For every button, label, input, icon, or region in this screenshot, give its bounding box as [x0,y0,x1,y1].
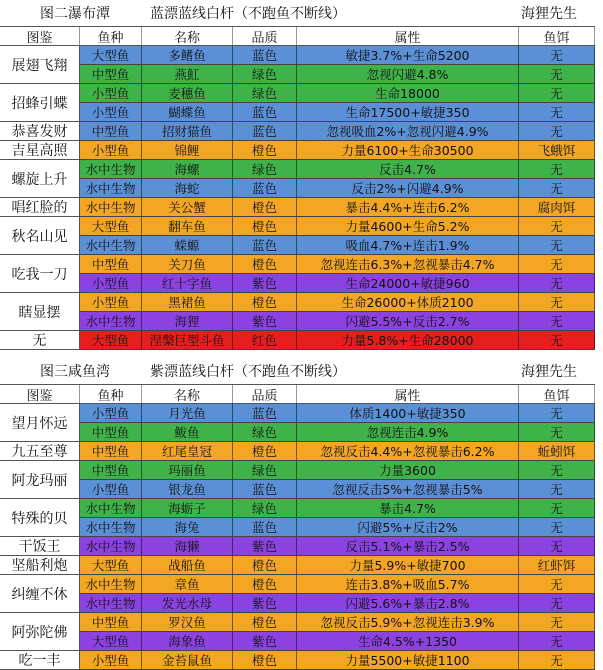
fish-name-cell: 多鳍鱼 [142,46,233,64]
fish-name-cell: 鲅鱼 [142,423,233,441]
attribute-cell: 敏捷3.7%+生命5200 [297,46,519,64]
fish-type-cell: 大型鱼 [80,556,142,574]
attribute-cell: 忽视闪避4.8% [297,65,519,83]
set-name-cell: 坚船利炮 [0,556,80,575]
bait-cell: 无 [519,179,595,197]
attribute-cell: 忽视吸血2%+忽视闪避4.9% [297,122,519,140]
bait-cell: 无 [519,331,595,349]
bait-cell: 无 [519,613,595,631]
fish-type-cell: 水中生物 [80,499,142,517]
table-row [80,65,595,84]
fish-name-cell: 涅槃巨型斗鱼 [142,331,233,349]
attribute-cell: 闪避5%+反击2% [297,518,519,536]
quality-cell: 橙色 [233,575,297,593]
table-row [80,594,595,613]
quality-cell: 紫色 [233,274,297,292]
table-row [80,556,595,575]
attribute-cell: 忽视连击4.9% [297,423,519,441]
bait-cell: 腐肉饵 [519,198,595,216]
table-row [80,312,595,331]
table-gap [0,350,595,358]
fish-type-cell: 水中生物 [80,198,142,216]
attribute-cell: 忽视反击5.9%+忽视连击3.9% [297,613,519,631]
set-name-cell: 阿龙玛丽 [0,461,80,499]
column-header-bait: 鱼饵 [519,27,595,45]
bait-cell: 无 [519,160,595,178]
bait-cell: 无 [519,404,595,422]
attribute-cell: 力量5.9%+敏捷700 [297,556,519,574]
quality-cell: 蓝色 [233,404,297,422]
fish-name-cell: 银龙鱼 [142,480,233,498]
attribute-cell: 反击4.7% [297,160,519,178]
attribute-cell: 忽视反击4.4%+忽视暴击6.2% [297,442,519,460]
attribute-cell: 暴击4.7% [297,499,519,517]
table1-grid [0,46,595,350]
table-row [80,236,595,255]
fish-name-cell: 发光水母 [142,594,233,612]
attribute-cell: 吸血4.7%+连击1.9% [297,236,519,254]
fish-type-cell: 大型鱼 [80,217,142,235]
set-name-cell: 恭喜发财 [0,122,80,141]
attribute-cell: 力量3600 [297,461,519,479]
fish-type-cell: 小型鱼 [80,293,142,311]
attribute-cell: 力量5500+敏捷1100 [297,651,519,669]
attribute-cell: 生命17500+敏捷350 [297,103,519,121]
column-header-type: 鱼种 [80,385,142,403]
fish-name-cell: 黑裙鱼 [142,293,233,311]
set-name-cell: 吃一丰 [0,651,80,670]
table-spec: 蓝漂蓝线白杆（不跑鱼不断线） [150,6,346,22]
bait-cell: 无 [519,632,595,650]
attribute-cell: 反击2%+闪避4.9% [297,179,519,197]
fish-name-cell: 海狸 [142,312,233,330]
quality-cell: 蓝色 [233,46,297,64]
column-header-name: 名称 [142,27,233,45]
bait-cell: 无 [519,461,595,479]
column-header-attr: 属性 [297,27,519,45]
set-name-cell: 吉星高照 [0,141,80,160]
fish-type-cell: 水中生物 [80,518,142,536]
table1-rows [80,46,595,350]
fish-name-cell: 关刀鱼 [142,255,233,273]
table1-header-row [0,27,595,46]
fish-name-cell: 海象鱼 [142,632,233,650]
table-row [80,632,595,651]
table-row [80,575,595,594]
fish-type-cell: 大型鱼 [80,46,142,64]
table2-rows [80,404,595,670]
table2-title-bar [0,358,595,385]
quality-cell: 蓝色 [233,236,297,254]
fish-name-cell: 金苔鼠鱼 [142,651,233,669]
fish-type-cell: 中型鱼 [80,122,142,140]
quality-cell: 橙色 [233,141,297,159]
table-row [80,518,595,537]
attribute-cell: 力量4600+生命5.2% [297,217,519,235]
quality-cell: 蓝色 [233,122,297,140]
table2-header-row [0,385,595,404]
table-author: 海狸先生 [521,364,577,380]
fish-type-cell: 小型鱼 [80,141,142,159]
fish-name-cell: 海兔 [142,518,233,536]
column-header-set: 图鉴 [0,385,80,403]
set-name-cell: 瞎显摆 [0,293,80,331]
bait-cell: 无 [519,84,595,102]
table-author: 海狸先生 [521,6,577,22]
fish-type-cell: 小型鱼 [80,84,142,102]
fish-name-cell: 燕魟 [142,65,233,83]
bait-cell: 无 [519,651,595,669]
table-row [80,255,595,274]
quality-cell: 绿色 [233,160,297,178]
set-name-cell: 干饭王 [0,537,80,556]
bait-cell: 无 [519,423,595,441]
table1-set-column [0,46,80,350]
column-header-attr: 属性 [297,385,519,403]
bait-cell: 无 [519,312,595,330]
attribute-cell: 生命26000+体质2100 [297,293,519,311]
fish-name-cell: 锦鲤 [142,141,233,159]
fish-type-cell: 小型鱼 [80,651,142,669]
bait-cell: 无 [519,293,595,311]
fish-name-cell: 海蛎子 [142,499,233,517]
set-name-cell: 九五至尊 [0,442,80,461]
fish-type-cell: 小型鱼 [80,404,142,422]
bait-cell: 无 [519,255,595,273]
quality-cell: 橙色 [233,442,297,460]
fish-name-cell: 罗汉鱼 [142,613,233,631]
set-name-cell: 秋名山见 [0,217,80,255]
fish-name-cell: 关公蟹 [142,198,233,216]
column-header-quality: 品质 [233,27,297,45]
quality-cell: 橙色 [233,255,297,273]
fish-name-cell: 海獭 [142,537,233,555]
attribute-cell: 力量5.8%+生命28000 [297,331,519,349]
table-row [80,461,595,480]
fish-type-cell: 中型鱼 [80,65,142,83]
fish-name-cell: 麦穗鱼 [142,84,233,102]
table-row [80,331,595,350]
set-name-cell: 无 [0,331,80,350]
quality-cell: 绿色 [233,423,297,441]
fish-type-cell: 水中生物 [80,575,142,593]
table-name: 图二瀑布潭 [40,6,110,22]
quality-cell: 紫色 [233,312,297,330]
quality-cell: 绿色 [233,499,297,517]
bait-cell: 无 [519,103,595,121]
fish-name-cell: 章鱼 [142,575,233,593]
column-header-type: 鱼种 [80,27,142,45]
table-row [80,141,595,160]
attribute-cell: 忽视反击5%+忽视暴击5% [297,480,519,498]
table-row [80,179,595,198]
set-name-cell: 吃我一刀 [0,255,80,293]
quality-cell: 橙色 [233,217,297,235]
bait-cell: 飞蛾饵 [519,141,595,159]
set-name-cell: 招蜂引蝶 [0,84,80,122]
quality-cell: 橙色 [233,293,297,311]
table-row [80,293,595,312]
table-row [80,103,595,122]
quality-cell: 蓝色 [233,103,297,121]
quality-cell: 橙色 [233,198,297,216]
set-name-cell: 阿弥陀佛 [0,613,80,651]
table-row [80,651,595,670]
fish-name-cell: 招财猫鱼 [142,122,233,140]
quality-cell: 红色 [233,331,297,349]
column-header-bait: 鱼饵 [519,385,595,403]
fish-name-cell: 蝾螈 [142,236,233,254]
attribute-cell: 生命24000+敏捷960 [297,274,519,292]
table2-grid [0,404,595,670]
table-row [80,613,595,632]
fish-name-cell: 玛丽鱼 [142,461,233,479]
quality-cell: 绿色 [233,461,297,479]
fish-type-cell: 水中生物 [80,594,142,612]
table2-set-column [0,404,80,670]
quality-cell: 紫色 [233,594,297,612]
fish-type-cell: 中型鱼 [80,423,142,441]
fish-type-cell: 中型鱼 [80,613,142,631]
fish-name-cell: 红尾皇冠 [142,442,233,460]
fish-name-cell: 红十字鱼 [142,274,233,292]
attribute-cell: 闪避5.5%+反击2.7% [297,312,519,330]
fish-name-cell: 蝴蝶鱼 [142,103,233,121]
bait-cell: 无 [519,217,595,235]
fish-type-cell: 小型鱼 [80,274,142,292]
attribute-cell: 连击3.8%+吸血5.7% [297,575,519,593]
quality-cell: 橙色 [233,556,297,574]
column-header-set: 图鉴 [0,27,80,45]
bait-cell: 无 [519,518,595,536]
table-row [80,442,595,461]
quality-cell: 紫色 [233,632,297,650]
bait-cell: 无 [519,274,595,292]
bait-cell: 无 [519,65,595,83]
set-name-cell: 望月怀远 [0,404,80,442]
fish-type-cell: 水中生物 [80,312,142,330]
table-row [80,160,595,179]
fish-name-cell: 月光鱼 [142,404,233,422]
fish-type-cell: 中型鱼 [80,255,142,273]
bait-cell: 无 [519,499,595,517]
column-header-quality: 品质 [233,385,297,403]
table-row [80,404,595,423]
table-spec: 紫漂蓝线白杆（不跑鱼不断线） [150,364,346,380]
table-row [80,84,595,103]
attribute-cell: 忽视连击6.3%+忽视暴击4.7% [297,255,519,273]
fish-type-cell: 中型鱼 [80,461,142,479]
fish-type-cell: 大型鱼 [80,632,142,650]
attribute-cell: 体质1400+敏捷350 [297,404,519,422]
table-row [80,198,595,217]
fish-name-cell: 海蛇 [142,179,233,197]
bait-cell: 红虾饵 [519,556,595,574]
table-row [80,480,595,499]
quality-cell: 橙色 [233,651,297,669]
table-row [80,217,595,236]
fish-type-cell: 小型鱼 [80,480,142,498]
table-row [80,499,595,518]
set-name-cell: 螺旋上升 [0,160,80,198]
table-row [80,423,595,442]
table-name: 图三咸鱼湾 [40,364,110,380]
fish-name-cell: 战船鱼 [142,556,233,574]
fish-type-cell: 水中生物 [80,160,142,178]
set-name-cell: 展翅飞翔 [0,46,80,84]
fish-type-cell: 水中生物 [80,179,142,197]
set-name-cell: 纠缠不休 [0,575,80,613]
fish-type-cell: 水中生物 [80,537,142,555]
bait-cell: 无 [519,480,595,498]
quality-cell: 蓝色 [233,480,297,498]
attribute-cell: 闪避5.6%+暴击2.8% [297,594,519,612]
attribute-cell: 暴击4.4%+连击6.2% [297,198,519,216]
bait-cell: 蚯蚓饵 [519,442,595,460]
fish-type-cell: 水中生物 [80,236,142,254]
quality-cell: 紫色 [233,537,297,555]
table-row [80,537,595,556]
set-name-cell: 特殊的贝 [0,499,80,537]
fish-name-cell: 海螺 [142,160,233,178]
fish-type-cell: 小型鱼 [80,103,142,121]
quality-cell: 蓝色 [233,179,297,197]
bait-cell: 无 [519,575,595,593]
bait-cell: 无 [519,122,595,140]
fish-type-cell: 大型鱼 [80,331,142,349]
bait-cell: 无 [519,236,595,254]
table-row [80,122,595,141]
column-header-name: 名称 [142,385,233,403]
bait-cell: 无 [519,537,595,555]
attribute-cell: 生命18000 [297,84,519,102]
set-name-cell: 唱红脸的 [0,198,80,217]
table-row [80,46,595,65]
quality-cell: 蓝色 [233,518,297,536]
quality-cell: 橙色 [233,613,297,631]
fish-name-cell: 翻车鱼 [142,217,233,235]
quality-cell: 绿色 [233,84,297,102]
attribute-cell: 生命4.5%+1350 [297,632,519,650]
table1-title-bar [0,0,595,27]
attribute-cell: 力量6100+生命30500 [297,141,519,159]
quality-cell: 绿色 [233,65,297,83]
bait-cell: 无 [519,46,595,64]
attribute-cell: 反击5.1%+暴击2.5% [297,537,519,555]
fish-type-cell: 中型鱼 [80,442,142,460]
bait-cell: 无 [519,594,595,612]
table-row [80,274,595,293]
